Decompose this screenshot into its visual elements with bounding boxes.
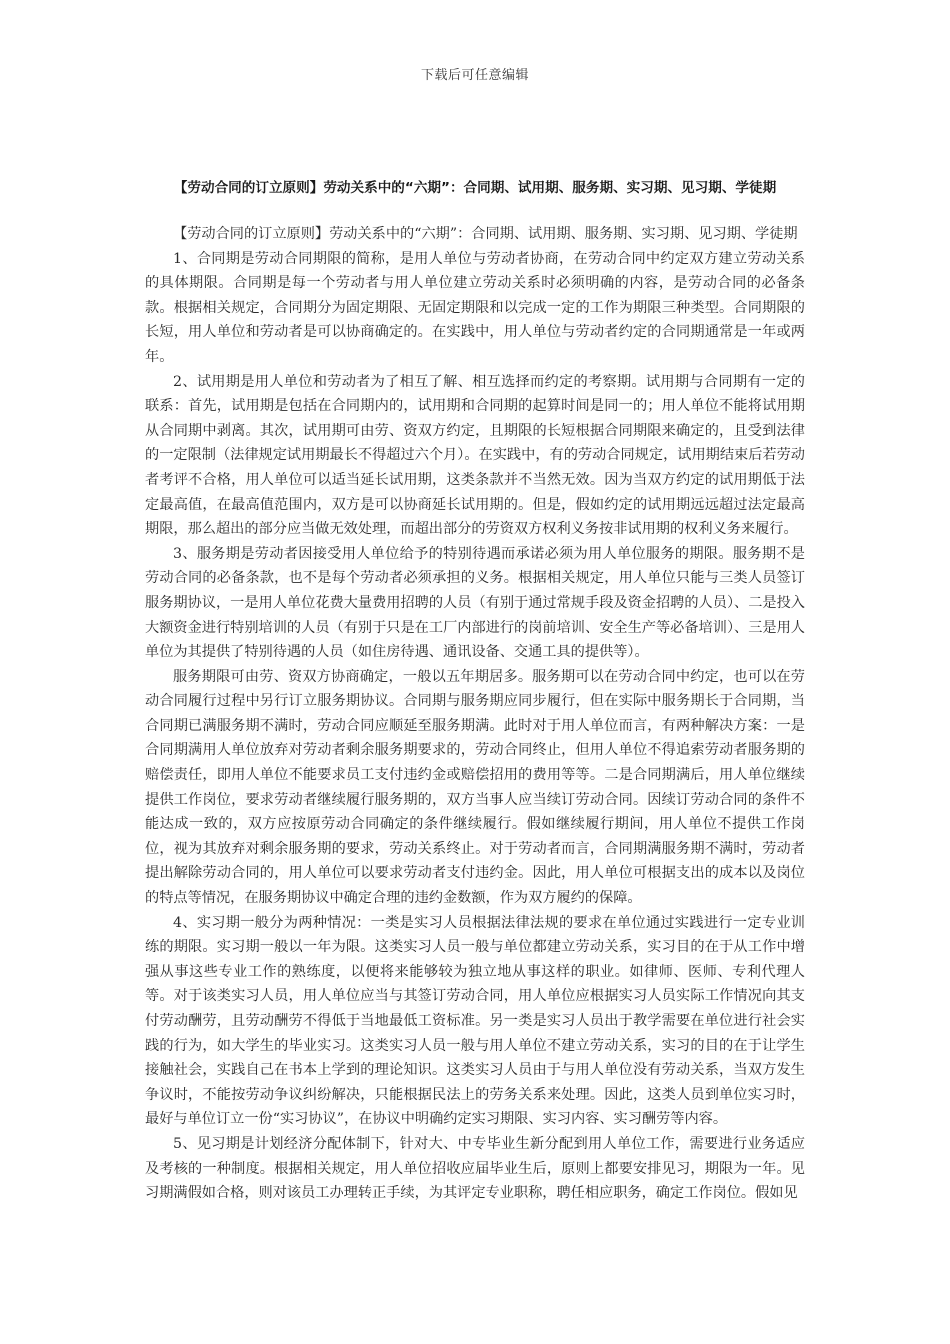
paragraph-contract-period: 1、合同期是劳动合同期限的简称，是用人单位与劳动者协商，在劳动合同中约定双方建立劳动关系的具体期限。合同期是每一个劳动者与用人单位建立劳动关系时必须明确的内容，是劳动合同的必备条款。根据相关规定，合同期分为固定期限、无固定期限和以完成一定的工作为期限三种类型。合同期限的长短，用人单位和劳动者是可以协商确定的。在实践中，用人单位与劳动者约定的合同期通常是一年或两年。 xyxy=(145,250,805,365)
paragraph-service-period-terms: 服务期限可由劳、资双方协商确定，一般以五年期居多。服务期可以在劳动合同中约定，也可以在劳动合同履行过程中另行订立服务期协议。合同期与服务期应同步履行，但在实际中服务期长于合同期，当合同期已满服务期不满时，劳动合同应顺延至服务期满。此时对于用人单位而言，有两种解决方案：一是合同期满用人单位放弃对劳动者剩余服务期要求的，劳动合同终止，但用人单位不得追索劳动者服务期的赔偿责任，即用人单位不能要求员工支付违约金或赔偿招用的费用等等。二是合同期满后，用人单位继续提供工作岗位，要求劳动者继续履行服务期的，双方当事人应当续订劳动合同。因续订劳动合同的条件不能达成一致的，双方应按原劳动合同确定的条件继续履行。假如继续履行期间，用人单位不提供工作岗位，视为其放弃对剩余服务期的要求，劳动关系终止。对于劳动者而言，合同期满服务期不满时，劳动者提出解除劳动合同的，用人单位可以要求劳动者支付违约金。因此，用人单位可根据支出的成本以及岗位的特点等情况，在服务期协议中确定合理的违约金数额，作为双方履约的保障。 xyxy=(145,668,805,907)
header-note: 下载后可任意编辑 xyxy=(420,68,529,83)
paragraph-trainee-period: 5、见习期是计划经济分配体制下，针对大、中专毕业生新分配到用人单位工作，需要进行业务适应及考核的一种制度。根据相关规定，用人单位招收应届毕业生后，原则上都要安排见习，期限为一年。见习期满假如合格，则对该员工办理转正手续，为其评定专业职称，聘任相应职务，确定工作岗位。假如见 xyxy=(145,1135,805,1202)
paragraph-intro: 【劳动合同的订立原则】劳动关系中的“六期”：合同期、试用期、服务期、实习期、见习期、学徒期 xyxy=(173,226,798,242)
paragraph-probation-period: 2、试用期是用人单位和劳动者为了相互了解、相互选择而约定的考察期。试用期与合同期有一定的联系：首先，试用期是包括在合同期内的，试用期和合同期的起算时间是同一的；用人单位不能将试用期从合同期中剥离。其次，试用期可由劳、资双方约定，且期限的长短根据合同期限来确定的，且受到法律的一定限制（法律规定试用期最长不得超过六个月）。在实践中，有的劳动合同规定，试用期结束后若劳动者考评不合格，用人单位可以适当延长试用期，这类条款并不当然无效。因为当双方约定的试用期低于法定最高值，在最高值范围内，双方是可以协商延长试用期的。但是，假如约定的试用期远远超过法定最高期限，那么超出的部分应当做无效处理，而超出部分的劳资双方权利义务按非试用期的权利义务来履行。 xyxy=(145,373,805,538)
document-title: 【劳动合同的订立原则】劳动关系中的“六期”：合同期、试用期、服务期、实习期、见习期、学徒期 xyxy=(173,180,777,196)
paragraph-service-period: 3、服务期是劳动者因接受用人单位给予的特别待遇而承诺必须为用人单位服务的期限。服务期不是劳动合同的必备条款，也不是每个劳动者必须承担的义务。根据相关规定，用人单位只能与三类人员签订服务期协议，一是用人单位花费大量费用招聘的人员（有别于通过常规手段及资金招聘的人员）、二是投入大额资金进行特别培训的人员（有别于只是在工厂内部进行的岗前培训、安全生产等必备培训）、三是用人单位为其提供了特别待遇的人员（如住房待遇、通讯设备、交通工具的提供等）。 xyxy=(145,545,805,661)
paragraph-internship-period: 4、实习期一般分为两种情况：一类是实习人员根据法律法规的要求在单位通过实践进行一定专业训练的期限。实习期一般以一年为限。这类实习人员一般与单位都建立劳动关系，实习目的在于从工作中增强从事这些专业工作的熟练度，以便将来能够较为独立地从事这样的职业。如律师、医师、专利代理人等。对于该类实习人员，用人单位应当与其签订劳动合同，用人单位应根据实习人员实际工作情况向其支付劳动酬劳，且劳动酬劳不得低于当地最低工资标准。另一类是实习人员出于教学需要在单位进行社会实践的行为，如大学生的毕业实习。这类实习人员一般与用人单位不建立劳动关系，实习的目的在于让学生接触社会，实践自己在书本上学到的理论知识。这类实习人员由于与用人单位没有劳动关系，当双方发生争议时，不能按劳动争议纠纷解决，只能根据民法上的劳务关系来处理。因此，这类人员到单位实习时，最好与单位订立一份“实习协议”，在协议中明确约定实习期限、实习内容、实习酬劳等内容。 xyxy=(145,914,805,1128)
document-body xyxy=(145,222,805,1206)
